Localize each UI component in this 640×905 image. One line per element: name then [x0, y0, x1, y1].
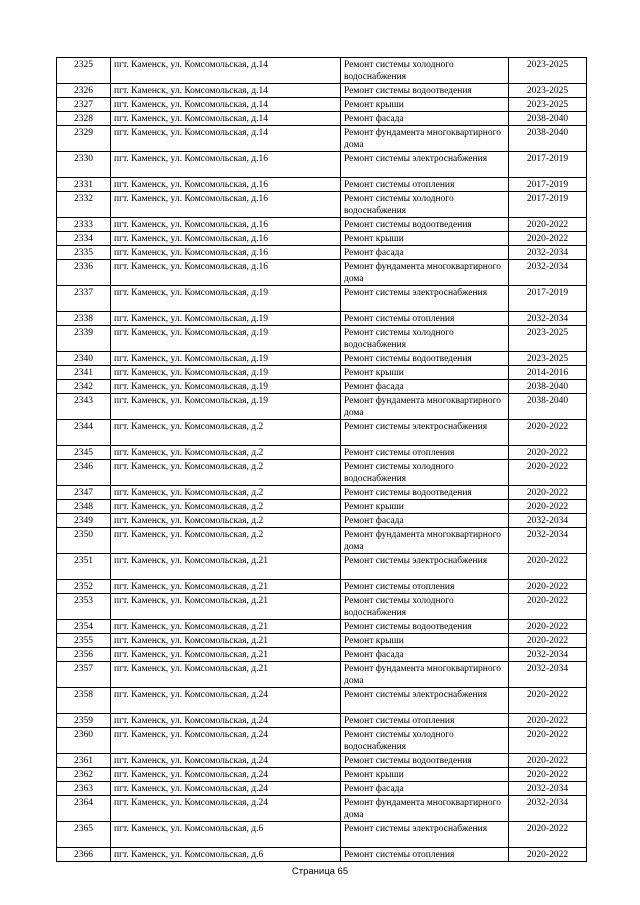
work-type-cell: Ремонт системы водоотведения	[341, 84, 509, 98]
table-row	[57, 688, 587, 714]
work-type-cell: Ремонт крыши	[341, 366, 509, 380]
work-type-cell: Ремонт системы холодного водоснабжения	[341, 594, 509, 620]
row-number-cell: 2359	[57, 714, 111, 728]
table-row	[57, 796, 587, 822]
row-number-cell: 2363	[57, 782, 111, 796]
row-number-cell: 2360	[57, 728, 111, 754]
row-number-cell: 2347	[57, 486, 111, 500]
work-type-cell: Ремонт фундамента многоквартирного дома	[341, 796, 509, 822]
address-cell: пгт. Каменск, ул. Комсомольская, д.21	[111, 620, 341, 634]
period-cell: 2020-2022	[509, 486, 587, 500]
work-type-cell: Ремонт системы отопления	[341, 178, 509, 192]
address-cell: пгт. Каменск, ул. Комсомольская, д.24	[111, 768, 341, 782]
row-number-cell: 2345	[57, 446, 111, 460]
row-number-cell: 2365	[57, 822, 111, 848]
table-row	[57, 822, 587, 848]
address-cell: пгт. Каменск, ул. Комсомольская, д.14	[111, 98, 341, 112]
row-number-cell: 2348	[57, 500, 111, 514]
period-cell: 2023-2025	[509, 352, 587, 366]
row-number-cell: 2361	[57, 754, 111, 768]
row-number-cell: 2334	[57, 232, 111, 246]
work-type-cell: Ремонт фасада	[341, 782, 509, 796]
address-cell: пгт. Каменск, ул. Комсомольская, д.16	[111, 246, 341, 260]
row-number-cell: 2326	[57, 84, 111, 98]
period-cell: 2032-2034	[509, 514, 587, 528]
work-type-cell: Ремонт системы отопления	[341, 312, 509, 326]
row-number-cell: 2342	[57, 380, 111, 394]
work-type-cell: Ремонт системы отопления	[341, 714, 509, 728]
work-type-cell: Ремонт системы холодного водоснабжения	[341, 192, 509, 218]
address-cell: пгт. Каменск, ул. Комсомольская, д.2	[111, 528, 341, 554]
work-type-cell: Ремонт системы отопления	[341, 580, 509, 594]
row-number-cell: 2352	[57, 580, 111, 594]
work-type-cell: Ремонт фундамента многоквартирного дома	[341, 260, 509, 286]
period-cell: 2017-2019	[509, 192, 587, 218]
table-row	[57, 460, 587, 486]
work-type-cell: Ремонт фундамента многоквартирного дома	[341, 528, 509, 554]
address-cell: пгт. Каменск, ул. Комсомольская, д.2	[111, 500, 341, 514]
table-row	[57, 112, 587, 126]
row-number-cell: 2356	[57, 648, 111, 662]
table-row	[57, 728, 587, 754]
row-number-cell: 2325	[57, 58, 111, 84]
row-number-cell: 2344	[57, 420, 111, 446]
period-cell: 2014-2016	[509, 366, 587, 380]
table-row	[57, 218, 587, 232]
row-number-cell: 2357	[57, 662, 111, 688]
address-cell: пгт. Каменск, ул. Комсомольская, д.2	[111, 486, 341, 500]
work-type-cell: Ремонт крыши	[341, 500, 509, 514]
period-cell: 2038-2040	[509, 112, 587, 126]
period-cell: 2023-2025	[509, 98, 587, 112]
work-type-cell: Ремонт системы водоотведения	[341, 486, 509, 500]
work-type-cell: Ремонт системы холодного водоснабжения	[341, 460, 509, 486]
address-cell: пгт. Каменск, ул. Комсомольская, д.24	[111, 754, 341, 768]
period-cell: 2020-2022	[509, 594, 587, 620]
row-number-cell: 2354	[57, 620, 111, 634]
address-cell: пгт. Каменск, ул. Комсомольская, д.21	[111, 594, 341, 620]
table-row	[57, 232, 587, 246]
table-row	[57, 648, 587, 662]
work-type-cell: Ремонт системы холодного водоснабжения	[341, 326, 509, 352]
table-row	[57, 754, 587, 768]
page-number: Страница 65	[291, 866, 349, 877]
table-row	[57, 366, 587, 380]
row-number-cell: 2331	[57, 178, 111, 192]
row-number-cell: 2335	[57, 246, 111, 260]
work-type-cell: Ремонт крыши	[341, 232, 509, 246]
work-type-cell: Ремонт фасада	[341, 514, 509, 528]
row-number-cell: 2362	[57, 768, 111, 782]
period-cell: 2020-2022	[509, 420, 587, 446]
table-row	[57, 286, 587, 312]
table-row	[57, 84, 587, 98]
work-type-cell: Ремонт системы электроснабжения	[341, 554, 509, 580]
period-cell: 2038-2040	[509, 380, 587, 394]
address-cell: пгт. Каменск, ул. Комсомольская, д.21	[111, 580, 341, 594]
table-body	[57, 58, 587, 862]
work-type-cell: Ремонт системы электроснабжения	[341, 420, 509, 446]
address-cell: пгт. Каменск, ул. Комсомольская, д.14	[111, 84, 341, 98]
table-row	[57, 554, 587, 580]
work-type-cell: Ремонт системы водоотведения	[341, 754, 509, 768]
address-cell: пгт. Каменск, ул. Комсомольская, д.24	[111, 782, 341, 796]
period-cell: 2032-2034	[509, 782, 587, 796]
row-number-cell: 2329	[57, 126, 111, 152]
period-cell: 2020-2022	[509, 620, 587, 634]
table-row	[57, 192, 587, 218]
address-cell: пгт. Каменск, ул. Комсомольская, д.24	[111, 796, 341, 822]
address-cell: пгт. Каменск, ул. Комсомольская, д.24	[111, 688, 341, 714]
address-cell: пгт. Каменск, ул. Комсомольская, д.19	[111, 326, 341, 352]
period-cell: 2032-2034	[509, 528, 587, 554]
address-cell: пгт. Каменск, ул. Комсомольская, д.2	[111, 514, 341, 528]
address-cell: пгт. Каменск, ул. Комсомольская, д.24	[111, 714, 341, 728]
row-number-cell: 2341	[57, 366, 111, 380]
row-number-cell: 2350	[57, 528, 111, 554]
work-type-cell: Ремонт системы отопления	[341, 446, 509, 460]
row-number-cell: 2355	[57, 634, 111, 648]
table-row	[57, 848, 587, 862]
table-row	[57, 152, 587, 178]
table-row	[57, 352, 587, 366]
row-number-cell: 2333	[57, 218, 111, 232]
work-type-cell: Ремонт фасада	[341, 112, 509, 126]
address-cell: пгт. Каменск, ул. Комсомольская, д.2	[111, 446, 341, 460]
row-number-cell: 2351	[57, 554, 111, 580]
period-cell: 2020-2022	[509, 688, 587, 714]
period-cell: 2020-2022	[509, 768, 587, 782]
table-row	[57, 446, 587, 460]
table-row	[57, 782, 587, 796]
period-cell: 2020-2022	[509, 634, 587, 648]
table-row	[57, 662, 587, 688]
address-cell: пгт. Каменск, ул. Комсомольская, д.6	[111, 822, 341, 848]
table-row	[57, 260, 587, 286]
row-number-cell: 2339	[57, 326, 111, 352]
table-row	[57, 768, 587, 782]
address-cell: пгт. Каменск, ул. Комсомольская, д.16	[111, 178, 341, 192]
row-number-cell: 2358	[57, 688, 111, 714]
address-cell: пгт. Каменск, ул. Комсомольская, д.2	[111, 420, 341, 446]
work-type-cell: Ремонт системы водоотведения	[341, 218, 509, 232]
table-row	[57, 580, 587, 594]
work-type-cell: Ремонт фундамента многоквартирного дома	[341, 394, 509, 420]
row-number-cell: 2343	[57, 394, 111, 420]
work-type-cell: Ремонт системы водоотведения	[341, 620, 509, 634]
work-type-cell: Ремонт крыши	[341, 98, 509, 112]
period-cell: 2038-2040	[509, 394, 587, 420]
period-cell: 2020-2022	[509, 460, 587, 486]
row-number-cell: 2340	[57, 352, 111, 366]
period-cell: 2020-2022	[509, 232, 587, 246]
row-number-cell: 2332	[57, 192, 111, 218]
table-row	[57, 620, 587, 634]
work-type-cell: Ремонт крыши	[341, 768, 509, 782]
work-type-cell: Ремонт крыши	[341, 634, 509, 648]
period-cell: 2017-2019	[509, 286, 587, 312]
period-cell: 2032-2034	[509, 260, 587, 286]
period-cell: 2023-2025	[509, 58, 587, 84]
work-type-cell: Ремонт системы электроснабжения	[341, 286, 509, 312]
work-type-cell: Ремонт фасада	[341, 648, 509, 662]
work-type-cell: Ремонт фасада	[341, 380, 509, 394]
period-cell: 2020-2022	[509, 822, 587, 848]
row-number-cell: 2336	[57, 260, 111, 286]
address-cell: пгт. Каменск, ул. Комсомольская, д.16	[111, 218, 341, 232]
address-cell: пгт. Каменск, ул. Комсомольская, д.16	[111, 260, 341, 286]
table-row	[57, 594, 587, 620]
table-row	[57, 178, 587, 192]
table-row	[57, 714, 587, 728]
table-row	[57, 246, 587, 260]
period-cell: 2020-2022	[509, 848, 587, 862]
row-number-cell: 2328	[57, 112, 111, 126]
period-cell: 2020-2022	[509, 714, 587, 728]
address-cell: пгт. Каменск, ул. Комсомольская, д.21	[111, 662, 341, 688]
table-row	[57, 58, 587, 84]
period-cell: 2032-2034	[509, 662, 587, 688]
table-row	[57, 326, 587, 352]
table-row	[57, 126, 587, 152]
table-row	[57, 634, 587, 648]
period-cell: 2020-2022	[509, 728, 587, 754]
period-cell: 2023-2025	[509, 84, 587, 98]
period-cell: 2023-2025	[509, 326, 587, 352]
table-row	[57, 98, 587, 112]
table-row	[57, 486, 587, 500]
row-number-cell: 2327	[57, 98, 111, 112]
row-number-cell: 2349	[57, 514, 111, 528]
address-cell: пгт. Каменск, ул. Комсомольская, д.6	[111, 848, 341, 862]
work-type-cell: Ремонт системы холодного водоснабжения	[341, 58, 509, 84]
work-type-cell: Ремонт системы водоотведения	[341, 352, 509, 366]
table-row	[57, 312, 587, 326]
work-type-cell: Ремонт системы электроснабжения	[341, 152, 509, 178]
address-cell: пгт. Каменск, ул. Комсомольская, д.21	[111, 634, 341, 648]
period-cell: 2020-2022	[509, 754, 587, 768]
address-cell: пгт. Каменск, ул. Комсомольская, д.2	[111, 460, 341, 486]
table-row	[57, 420, 587, 446]
period-cell: 2032-2034	[509, 312, 587, 326]
period-cell: 2032-2034	[509, 796, 587, 822]
row-number-cell: 2346	[57, 460, 111, 486]
address-cell: пгт. Каменск, ул. Комсомольская, д.16	[111, 232, 341, 246]
work-type-cell: Ремонт системы электроснабжения	[341, 688, 509, 714]
work-type-cell: Ремонт фундамента многоквартирного дома	[341, 662, 509, 688]
address-cell: пгт. Каменск, ул. Комсомольская, д.24	[111, 728, 341, 754]
period-cell: 2020-2022	[509, 554, 587, 580]
period-cell: 2017-2019	[509, 178, 587, 192]
table-row	[57, 500, 587, 514]
period-cell: 2020-2022	[509, 500, 587, 514]
table-row	[57, 528, 587, 554]
row-number-cell: 2338	[57, 312, 111, 326]
work-type-cell: Ремонт фасада	[341, 246, 509, 260]
address-cell: пгт. Каменск, ул. Комсомольская, д.19	[111, 352, 341, 366]
table-row	[57, 514, 587, 528]
address-cell: пгт. Каменск, ул. Комсомольская, д.16	[111, 192, 341, 218]
work-type-cell: Ремонт системы электроснабжения	[341, 822, 509, 848]
period-cell: 2032-2034	[509, 648, 587, 662]
period-cell: 2017-2019	[509, 152, 587, 178]
work-type-cell: Ремонт фундамента многоквартирного дома	[341, 126, 509, 152]
table-row	[57, 380, 587, 394]
period-cell: 2020-2022	[509, 446, 587, 460]
work-type-cell: Ремонт системы отопления	[341, 848, 509, 862]
period-cell: 2020-2022	[509, 580, 587, 594]
row-number-cell: 2364	[57, 796, 111, 822]
address-cell: пгт. Каменск, ул. Комсомольская, д.14	[111, 126, 341, 152]
period-cell: 2020-2022	[509, 218, 587, 232]
table-row	[57, 394, 587, 420]
address-cell: пгт. Каменск, ул. Комсомольская, д.21	[111, 648, 341, 662]
address-cell: пгт. Каменск, ул. Комсомольская, д.16	[111, 152, 341, 178]
row-number-cell: 2330	[57, 152, 111, 178]
address-cell: пгт. Каменск, ул. Комсомольская, д.19	[111, 286, 341, 312]
address-cell: пгт. Каменск, ул. Комсомольская, д.14	[111, 58, 341, 84]
row-number-cell: 2366	[57, 848, 111, 862]
row-number-cell: 2337	[57, 286, 111, 312]
work-type-cell: Ремонт системы холодного водоснабжения	[341, 728, 509, 754]
row-number-cell: 2353	[57, 594, 111, 620]
repair-schedule-table	[56, 57, 587, 862]
address-cell: пгт. Каменск, ул. Комсомольская, д.14	[111, 112, 341, 126]
period-cell: 2038-2040	[509, 126, 587, 152]
address-cell: пгт. Каменск, ул. Комсомольская, д.19	[111, 380, 341, 394]
period-cell: 2032-2034	[509, 246, 587, 260]
address-cell: пгт. Каменск, ул. Комсомольская, д.19	[111, 366, 341, 380]
address-cell: пгт. Каменск, ул. Комсомольская, д.19	[111, 394, 341, 420]
address-cell: пгт. Каменск, ул. Комсомольская, д.19	[111, 312, 341, 326]
address-cell: пгт. Каменск, ул. Комсомольская, д.21	[111, 554, 341, 580]
